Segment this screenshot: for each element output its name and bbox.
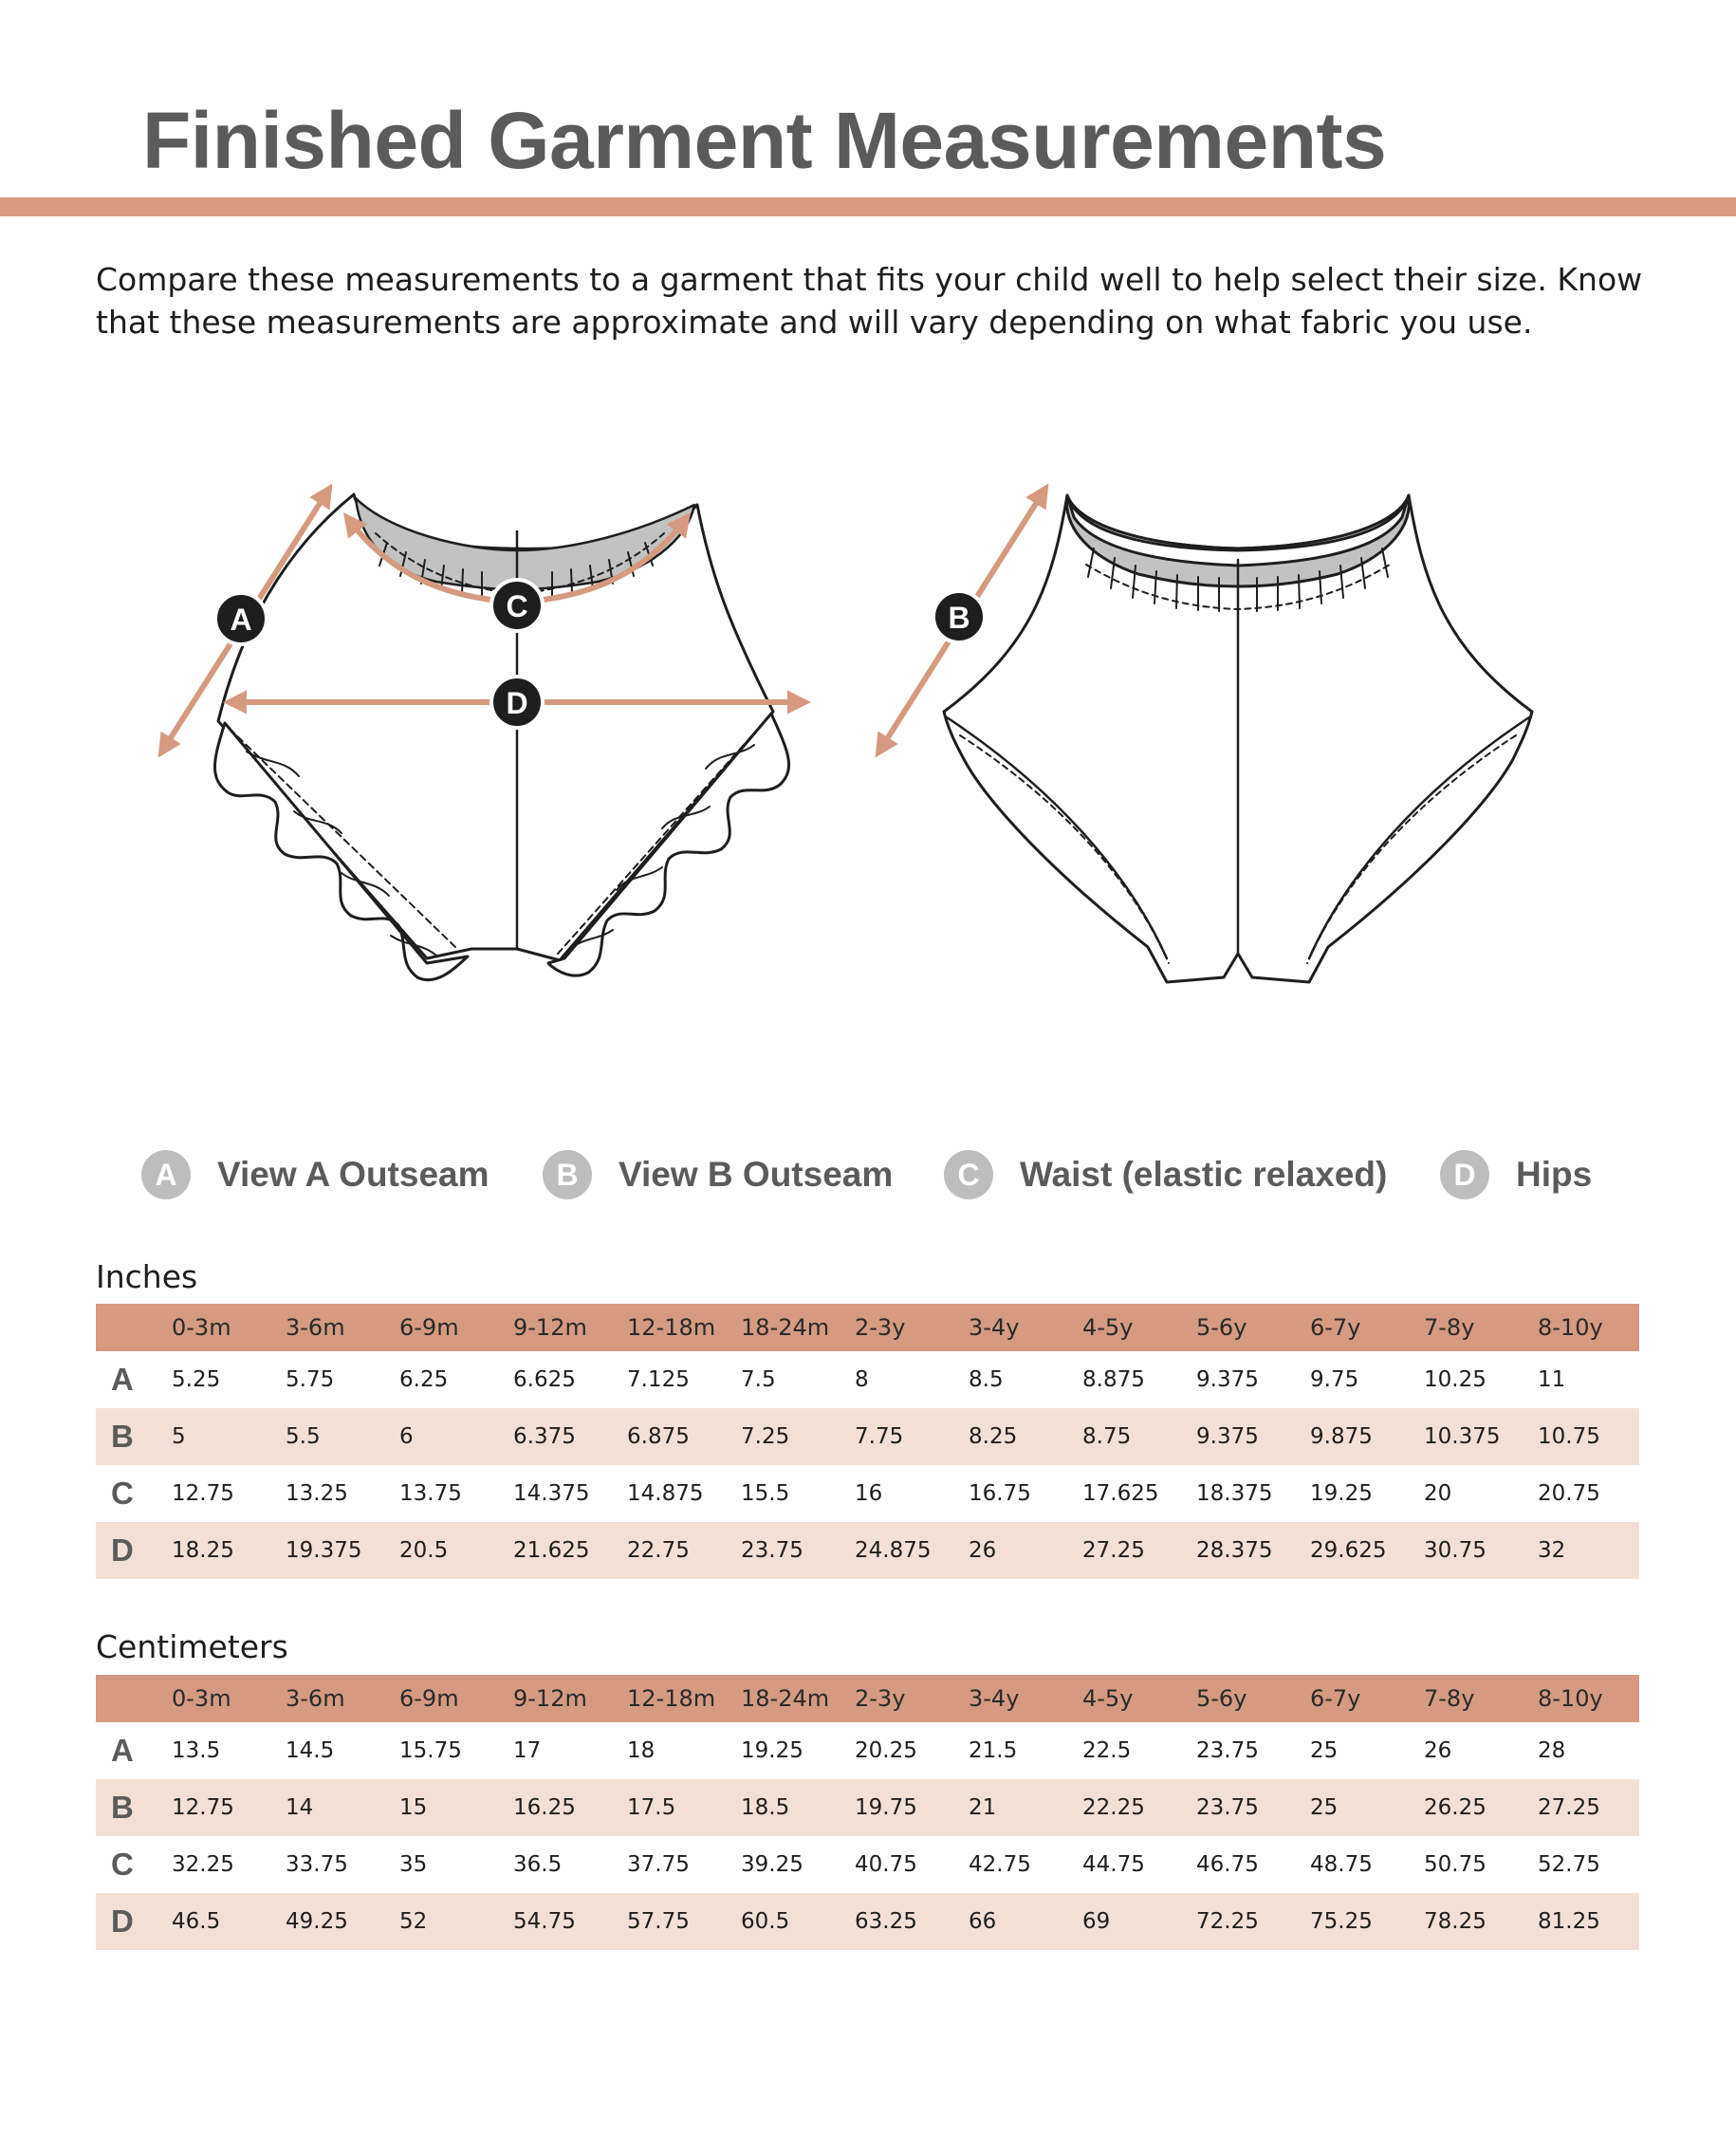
table-cell: 17.5 xyxy=(627,1795,676,1820)
column-header: 7-8y xyxy=(1424,1685,1475,1712)
column-header: 0-3m xyxy=(172,1685,231,1712)
row-label: D xyxy=(111,1532,134,1568)
column-header: 3-4y xyxy=(969,1685,1020,1712)
badge-c-marker xyxy=(491,580,543,631)
table-cell: 7.5 xyxy=(741,1367,776,1392)
table-cell: 10.375 xyxy=(1424,1424,1501,1449)
table-cell: 10.25 xyxy=(1424,1367,1487,1392)
intro-text: Compare these measurements to a garment that fits your child well to help select their size. Know that these measurements are approximate and will vary depending on what fabric you use. xyxy=(96,261,1643,341)
table-cell: 49.25 xyxy=(286,1909,348,1934)
table-cell: 22.25 xyxy=(1082,1795,1145,1820)
table-cell: 63.25 xyxy=(855,1909,917,1934)
table-cell: 10.75 xyxy=(1538,1424,1600,1449)
table-cell: 22.5 xyxy=(1082,1738,1132,1763)
legend-label-c: Waist (elastic relaxed) xyxy=(1020,1155,1388,1194)
legend-badge-d: D xyxy=(1440,1150,1489,1199)
column-header: 12-18m xyxy=(627,1685,716,1712)
table-cell: 37.75 xyxy=(627,1852,690,1877)
legend-label-b: View B Outseam xyxy=(619,1155,894,1194)
table-cell: 8.875 xyxy=(1082,1367,1145,1392)
table-cell: 6 xyxy=(399,1424,414,1449)
table-cell: 23.75 xyxy=(1196,1795,1259,1820)
table-cell: 8 xyxy=(855,1367,869,1392)
table-cell: 46.5 xyxy=(172,1909,221,1934)
table-cell: 12.75 xyxy=(172,1795,234,1820)
table-cell: 18.25 xyxy=(172,1538,234,1563)
table-cell: 16.75 xyxy=(969,1481,1031,1506)
table-cell: 23.75 xyxy=(1196,1738,1259,1763)
column-header: 12-18m xyxy=(627,1314,716,1341)
table-cell: 27.25 xyxy=(1538,1795,1600,1820)
table-cell: 15.5 xyxy=(741,1481,790,1506)
table-cell: 18.5 xyxy=(741,1795,790,1820)
column-header: 3-4y xyxy=(969,1314,1020,1341)
column-header: 4-5y xyxy=(1082,1314,1134,1341)
column-header: 9-12m xyxy=(513,1314,587,1341)
legend-badge-b: B xyxy=(543,1150,592,1199)
table-cell: 16.25 xyxy=(513,1795,576,1820)
table-cell: 30.75 xyxy=(1424,1538,1487,1563)
table-cell: 22.75 xyxy=(627,1538,690,1563)
table-cell: 75.25 xyxy=(1310,1909,1373,1934)
table-cell: 39.25 xyxy=(741,1852,803,1877)
table-cell: 21.625 xyxy=(513,1538,590,1563)
table-cell: 60.5 xyxy=(741,1909,790,1934)
column-header: 8-10y xyxy=(1538,1314,1603,1341)
table-cell: 13.75 xyxy=(399,1481,462,1506)
legend-item-c xyxy=(944,1146,1387,1203)
legend-item-a xyxy=(141,1146,489,1203)
row-label: A xyxy=(111,1362,134,1397)
inches-table xyxy=(96,1304,1639,1579)
row-label: A xyxy=(111,1733,134,1768)
badge-d-letter: D xyxy=(506,686,528,720)
badge-b-letter: B xyxy=(948,601,970,635)
page-title: Finished Garment Measurements xyxy=(142,96,1387,185)
table-cell: 24.875 xyxy=(855,1538,932,1563)
view-b-shorts xyxy=(944,495,1532,982)
table-cell: 14.375 xyxy=(513,1481,590,1506)
table-cell: 6.875 xyxy=(627,1424,690,1449)
table-cell: 42.75 xyxy=(969,1852,1031,1877)
table-cell: 14 xyxy=(286,1795,314,1820)
table-cell: 48.75 xyxy=(1310,1852,1373,1877)
table-cell: 36.5 xyxy=(513,1852,563,1877)
table-cell: 18 xyxy=(627,1738,656,1763)
table-cell: 32 xyxy=(1538,1538,1566,1563)
table-cell: 54.75 xyxy=(513,1909,576,1934)
badge-c-letter: C xyxy=(506,589,528,623)
table-cell: 15 xyxy=(399,1795,428,1820)
legend-badge-c: C xyxy=(944,1150,993,1199)
table-cell: 26.25 xyxy=(1424,1795,1487,1820)
column-header: 2-3y xyxy=(855,1685,906,1712)
column-header: 6-9m xyxy=(399,1314,459,1341)
table-cell: 6.375 xyxy=(513,1424,576,1449)
table-row xyxy=(96,1779,1639,1836)
column-header: 0-3m xyxy=(172,1314,231,1341)
table-cell: 21.5 xyxy=(969,1738,1018,1763)
column-header: 6-7y xyxy=(1310,1685,1361,1712)
row-label: D xyxy=(111,1903,134,1939)
column-header: 18-24m xyxy=(741,1314,830,1341)
column-header: 5-6y xyxy=(1196,1314,1247,1341)
table-cell: 6.625 xyxy=(513,1367,576,1392)
table-cell: 28.375 xyxy=(1196,1538,1273,1563)
table-cell: 5.75 xyxy=(286,1367,335,1392)
table-row xyxy=(96,1836,1639,1893)
row-label: C xyxy=(111,1476,134,1511)
table-header-row xyxy=(96,1304,1639,1351)
table-cell: 20.5 xyxy=(399,1538,449,1563)
table-cell: 19.25 xyxy=(741,1738,803,1763)
table-cell: 17.625 xyxy=(1082,1481,1159,1506)
badge-a-letter: A xyxy=(230,603,252,637)
view-a-shorts xyxy=(214,494,788,980)
table-cell: 14.5 xyxy=(286,1738,335,1763)
table-cell: 7.25 xyxy=(741,1424,790,1449)
table-cell: 29.625 xyxy=(1310,1538,1387,1563)
table-cell: 26 xyxy=(1424,1738,1452,1763)
table-cell: 27.25 xyxy=(1082,1538,1145,1563)
table-cell: 81.25 xyxy=(1538,1909,1600,1934)
table-cell: 20.25 xyxy=(855,1738,917,1763)
table-cell: 25 xyxy=(1310,1738,1339,1763)
table-cell: 66 xyxy=(969,1909,997,1934)
table-cell: 11 xyxy=(1538,1367,1566,1392)
table-cell: 52 xyxy=(399,1909,428,1934)
table-cell: 44.75 xyxy=(1082,1852,1145,1877)
centimeters-table xyxy=(96,1675,1639,1950)
table-row xyxy=(96,1408,1639,1465)
table-cell: 9.875 xyxy=(1310,1424,1373,1449)
table-cell: 40.75 xyxy=(855,1852,917,1877)
table-cell: 35 xyxy=(399,1852,428,1877)
table-header-row xyxy=(96,1675,1639,1722)
row-label: B xyxy=(111,1419,134,1454)
table-cell: 19.375 xyxy=(286,1538,362,1563)
table-cell: 20 xyxy=(1424,1481,1452,1506)
column-header: 6-9m xyxy=(399,1685,459,1712)
badge-d-marker xyxy=(491,677,543,728)
measurement-legend xyxy=(0,1146,1736,1203)
table-row xyxy=(96,1522,1639,1579)
table-cell: 32.25 xyxy=(172,1852,234,1877)
column-header: 18-24m xyxy=(741,1685,830,1712)
table-cell: 13.5 xyxy=(172,1738,221,1763)
column-header: 8-10y xyxy=(1538,1685,1603,1712)
table-cell: 23.75 xyxy=(741,1538,803,1563)
column-header: 7-8y xyxy=(1424,1314,1475,1341)
table-cell: 28 xyxy=(1538,1738,1566,1763)
table-cell: 13.25 xyxy=(286,1481,348,1506)
column-header: 5-6y xyxy=(1196,1685,1247,1712)
column-header: 4-5y xyxy=(1082,1685,1134,1712)
legend-badge-a: A xyxy=(141,1150,191,1199)
table-cell: 19.75 xyxy=(855,1795,917,1820)
row-label: B xyxy=(111,1790,134,1825)
table-cell: 9.75 xyxy=(1310,1367,1359,1392)
table-cell: 72.25 xyxy=(1196,1909,1259,1934)
table-row xyxy=(96,1465,1639,1522)
inches-section-label: Inches xyxy=(96,1258,198,1295)
table-cell: 15.75 xyxy=(399,1738,462,1763)
table-cell: 25 xyxy=(1310,1795,1339,1820)
table-cell: 5 xyxy=(172,1424,186,1449)
table-cell: 20.75 xyxy=(1538,1481,1600,1506)
badge-b-marker xyxy=(933,591,985,642)
table-cell: 46.75 xyxy=(1196,1852,1259,1877)
table-cell: 33.75 xyxy=(286,1852,348,1877)
badge-a-marker xyxy=(215,593,267,644)
table-cell: 18.375 xyxy=(1196,1481,1273,1506)
table-cell: 5.5 xyxy=(286,1424,321,1449)
row-label: C xyxy=(111,1847,134,1882)
table-cell: 16 xyxy=(855,1481,883,1506)
column-header: 3-6m xyxy=(286,1685,345,1712)
garment-diagram xyxy=(142,474,1679,1015)
table-cell: 6.25 xyxy=(399,1367,449,1392)
table-cell: 8.25 xyxy=(969,1424,1018,1449)
centimeters-section-label: Centimeters xyxy=(96,1628,288,1665)
table-cell: 7.75 xyxy=(855,1424,904,1449)
table-cell: 50.75 xyxy=(1424,1852,1487,1877)
table-cell: 5.25 xyxy=(172,1367,221,1392)
table-cell: 9.375 xyxy=(1196,1367,1259,1392)
table-row xyxy=(96,1893,1639,1950)
legend-label-d: Hips xyxy=(1516,1155,1593,1194)
column-header: 2-3y xyxy=(855,1314,906,1341)
column-header: 3-6m xyxy=(286,1314,345,1341)
table-cell: 19.25 xyxy=(1310,1481,1373,1506)
table-cell: 17 xyxy=(513,1738,542,1763)
table-cell: 12.75 xyxy=(172,1481,234,1506)
table-cell: 8.5 xyxy=(969,1367,1004,1392)
table-cell: 26 xyxy=(969,1538,997,1563)
table-cell: 21 xyxy=(969,1795,997,1820)
table-cell: 9.375 xyxy=(1196,1424,1259,1449)
table-cell: 78.25 xyxy=(1424,1909,1487,1934)
legend-item-d xyxy=(1440,1146,1592,1203)
table-cell: 7.125 xyxy=(627,1367,690,1392)
table-cell: 52.75 xyxy=(1538,1852,1600,1877)
table-cell: 57.75 xyxy=(627,1909,690,1934)
column-header: 6-7y xyxy=(1310,1314,1361,1341)
table-cell: 8.75 xyxy=(1082,1424,1132,1449)
table-cell: 69 xyxy=(1082,1909,1111,1934)
legend-label-a: View A Outseam xyxy=(217,1155,489,1194)
table-cell: 14.875 xyxy=(627,1481,704,1506)
table-row xyxy=(96,1351,1639,1408)
title-divider xyxy=(0,197,1736,216)
column-header: 9-12m xyxy=(513,1685,587,1712)
table-row xyxy=(96,1722,1639,1779)
legend-item-b xyxy=(543,1146,893,1203)
